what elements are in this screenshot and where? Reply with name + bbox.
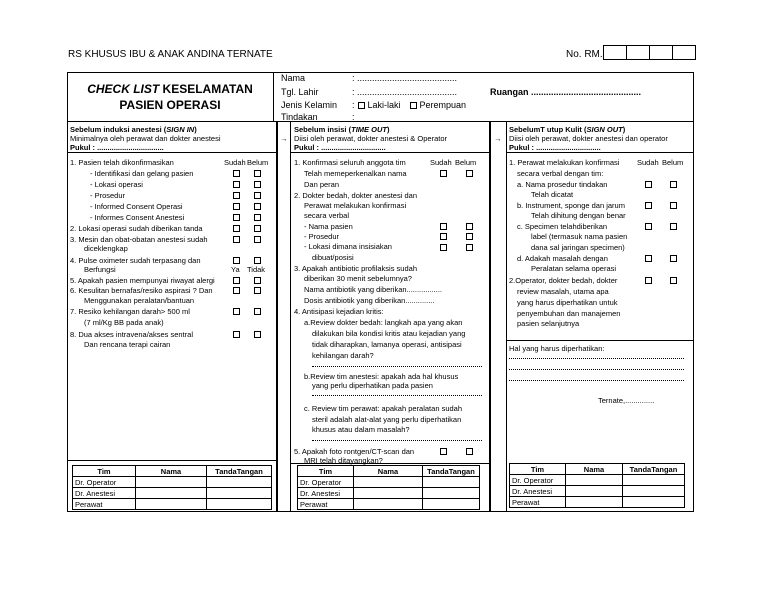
checkbox[interactable] <box>254 277 261 284</box>
c3-item-b1: b. Instrument, sponge dan jarum <box>517 201 625 210</box>
c2-item-3: 3. Apakah antibiotic profilaksis sudah <box>294 264 417 273</box>
tgl-lahir-field[interactable]: : ........................................ <box>352 87 458 97</box>
laki-option[interactable] <box>358 100 401 110</box>
nama-label: Nama <box>281 73 306 83</box>
c3-item-b2: Telah dihitung dengan benar <box>531 211 626 220</box>
c3-item-2b: review masalah, utama apa <box>517 287 609 296</box>
c2-item-4a3: tidak diharapkan, lamanya operasi, antisipasi <box>312 340 462 349</box>
c2-item-2b: Perawat melakukan konfirmasi <box>304 201 407 210</box>
name-cell[interactable] <box>566 475 623 486</box>
checkbox[interactable] <box>233 308 240 315</box>
c2-item-4c1: c. Review tim perawat: apakah peralatan sudah <box>304 404 463 413</box>
c1-item-2: 2. Lokasi operasi sudah diberikan tanda <box>70 224 203 233</box>
c2-item-2f: - Lokasi dimana insisiakan <box>304 242 392 251</box>
divider <box>67 152 277 153</box>
checkbox[interactable] <box>440 170 447 177</box>
c1-item-6: 6. Kesulitan bernafas/resiko aspirasi ? Dan <box>70 286 213 295</box>
tanda-tangan-header: TandaTangan <box>623 464 685 475</box>
checkbox[interactable] <box>645 223 652 230</box>
c1-item-4b: Berfungsi <box>84 265 116 274</box>
belum-header: Belum <box>662 158 684 167</box>
c2-item-4c2: steril adalah alat-alat yang perlu diperhatikan <box>312 415 462 424</box>
checkbox[interactable] <box>233 225 240 232</box>
sudah-header: Sudah <box>224 158 246 167</box>
divider <box>67 460 277 461</box>
divider <box>290 122 291 512</box>
checkbox[interactable] <box>466 244 473 251</box>
checkbox[interactable] <box>440 244 447 251</box>
c1-item-4: 4. Pulse oximeter sudah terpasang dan <box>70 256 201 265</box>
perawat-label: Perawat <box>510 497 566 508</box>
ruangan-field[interactable]: Ruangan ............................................ <box>490 87 642 97</box>
signature-cell[interactable] <box>207 477 272 488</box>
col1-sub: Minimalnya oleh perawat dan dokter anestesi <box>70 134 221 143</box>
divider <box>290 152 490 153</box>
col3-heading: SebelumT utup Kulit (SIGN OUT) <box>509 125 626 134</box>
c2-item-3d[interactable]: Dosis antibiotik yang diberikan.............. <box>304 296 435 305</box>
laki-label: Laki-laki <box>367 100 401 110</box>
tgl-lahir-label: Tgl. Lahir <box>281 87 319 97</box>
checkbox[interactable] <box>254 331 261 338</box>
dr-anestesi-label: Dr. Anestesi <box>73 488 136 499</box>
checkbox[interactable] <box>233 287 240 294</box>
divider <box>506 340 694 341</box>
c2-item-4: 4. Antisipasi kejadian kritis: <box>294 307 384 316</box>
c2-item-1b: Telah memeperkenalkan nama <box>304 169 407 178</box>
nama-header: Nama <box>354 466 423 477</box>
c2-item-1: 1. Konfirmasi seluruh anggota tim <box>294 158 406 167</box>
checkbox[interactable] <box>645 202 652 209</box>
signature-cell[interactable] <box>207 499 272 510</box>
divider <box>506 152 694 153</box>
tim-header: Tim <box>510 464 566 475</box>
c1-item-1b: - Lokasi operasi <box>90 180 143 189</box>
no-rm-label: No. RM. <box>566 49 603 60</box>
perawat-label: Perawat <box>298 499 354 510</box>
checkbox[interactable] <box>670 181 677 188</box>
belum-header: Belum <box>455 158 477 167</box>
belum-header: Belum <box>247 158 269 167</box>
checkbox[interactable] <box>233 277 240 284</box>
signature-cell[interactable] <box>623 475 685 486</box>
name-cell[interactable] <box>566 486 623 497</box>
c3-item-2: 2.Operator, dokter bedah, dokter <box>509 276 618 285</box>
checkbox[interactable] <box>440 448 447 455</box>
tim-header: Tim <box>73 466 136 477</box>
c2-item-4b2: yang perlu diperhatikan pada pasien <box>312 381 433 390</box>
checkbox[interactable] <box>670 202 677 209</box>
name-cell[interactable] <box>354 477 423 488</box>
nama-field[interactable]: : ........................................ <box>352 73 458 83</box>
c2-item-2d: - Nama pasien <box>304 222 353 231</box>
c3-item-c2: label (termasuk nama pasien <box>531 232 628 241</box>
name-cell[interactable] <box>354 488 423 499</box>
c1-item-7b: (7 ml/Kg BB pada anak) <box>84 318 164 327</box>
nama-header: Nama <box>136 466 207 477</box>
signature-cell[interactable] <box>207 488 272 499</box>
notes-line[interactable] <box>509 380 684 381</box>
checkbox[interactable] <box>440 233 447 240</box>
checkbox[interactable] <box>233 257 240 264</box>
dr-operator-label: Dr. Operator <box>298 477 354 488</box>
notes-line[interactable] <box>509 369 684 370</box>
c1-item-1: 1. Pasien telah dikonfirmasikan <box>70 158 174 167</box>
tindakan-colon: : <box>352 112 355 122</box>
checkbox[interactable] <box>466 448 473 455</box>
c3-item-2d: penyembuhan dan manajemen <box>517 309 621 318</box>
checkbox[interactable] <box>670 277 677 284</box>
checkbox[interactable] <box>254 236 261 243</box>
sign-in-signature-table <box>72 465 272 510</box>
c2-item-3b: diberikan 30 menit sebelumnya? <box>304 274 412 283</box>
c3-item-d1: d. Adakah masalah dengan <box>517 254 608 263</box>
checkbox[interactable] <box>466 233 473 240</box>
name-cell[interactable] <box>136 499 207 510</box>
c1-item-5: 5. Apakah pasien mempunyai riwayat alergi <box>70 276 215 285</box>
laki-checkbox[interactable] <box>358 102 365 109</box>
c2-item-4a1: a.Review dokter bedah: langkah apa yang akan <box>304 318 463 327</box>
signature-cell[interactable] <box>423 488 480 499</box>
checkbox[interactable] <box>254 203 261 210</box>
nama-header: Nama <box>566 464 623 475</box>
c1-item-3: 3. Mesin dan obat-obatan anestesi sudah <box>70 235 208 244</box>
checkbox[interactable] <box>466 170 473 177</box>
col1-heading: Sebelum induksi anestesi (SIGN IN) <box>70 125 197 134</box>
dr-operator-label: Dr. Operator <box>510 475 566 486</box>
c2-item-5: 5. Apakah foto rontgen/CT-scan dan <box>294 447 415 456</box>
checkbox[interactable] <box>670 223 677 230</box>
c2-item-2: 2. Dokter bedah, dokter anestesi dan <box>294 191 417 200</box>
checkbox[interactable] <box>466 223 473 230</box>
c3-item-a2: Telah dicatat <box>531 190 574 199</box>
tanda-tangan-header: TandaTangan <box>207 466 272 477</box>
jenis-kelamin-colon: : <box>352 100 355 110</box>
c2-item-2g: dibuat/posisi <box>312 253 354 262</box>
c3-item-1b: secara verbal dengan tim: <box>517 169 604 178</box>
c1-item-8: 8. Dua akses intravena/akses sentral <box>70 330 193 339</box>
perempuan-checkbox[interactable] <box>410 102 417 109</box>
divider <box>290 463 490 464</box>
checkbox[interactable] <box>233 331 240 338</box>
form-title <box>67 72 274 122</box>
dr-anestesi-label: Dr. Anestesi <box>510 486 566 497</box>
col2-pukul[interactable]: Pukul : ............................... <box>294 143 386 152</box>
c2-item-4b1: b.Review tim anestesi: apakah ada hal khusus <box>304 372 459 381</box>
checkbox[interactable] <box>233 170 240 177</box>
c2-item-4a2: dilakukan bila kondisi kritis atau kejadian yang <box>312 329 466 338</box>
notes-line[interactable] <box>509 358 684 359</box>
checkbox[interactable] <box>233 192 240 199</box>
c2-item-3c[interactable]: Nama antibiotik yang diberikan................. <box>304 285 442 294</box>
title-rest: KESELAMATAN <box>159 82 253 96</box>
col2-sub: Diisi oleh perawat, dokter anestesi & Operator <box>294 134 447 143</box>
c1-item-6b: Menggunakan peralatan/bantuan <box>84 296 195 305</box>
c2-item-1c: Dan peran <box>304 180 340 189</box>
checkbox[interactable] <box>254 225 261 232</box>
checkbox[interactable] <box>254 287 261 294</box>
c2-item-2c: secara verbal <box>304 211 350 220</box>
answer-line[interactable] <box>312 395 482 396</box>
answer-line[interactable] <box>312 440 482 441</box>
tidak-header: Tidak <box>247 265 266 274</box>
c1-item-8b: Dan rencana terapi cairan <box>84 340 171 349</box>
jenis-kelamin-label: Jenis Kelamin <box>281 100 338 110</box>
c3-item-c1: c. Specimen telahdiberikan <box>517 222 608 231</box>
signature-cell[interactable] <box>623 486 685 497</box>
checkbox[interactable] <box>670 255 677 262</box>
signature-cell[interactable] <box>423 499 480 510</box>
checkbox[interactable] <box>254 192 261 199</box>
arrow-icon: → <box>494 134 502 143</box>
checkbox[interactable] <box>233 214 240 221</box>
checkbox[interactable] <box>645 255 652 262</box>
name-cell[interactable] <box>136 488 207 499</box>
c3-item-2c: yang harus diperhatikan untuk <box>517 298 618 307</box>
checkbox[interactable] <box>645 181 652 188</box>
dr-anestesi-label: Dr. Anestesi <box>298 488 354 499</box>
name-cell[interactable] <box>136 477 207 488</box>
checkbox[interactable] <box>254 257 261 264</box>
signature-cell[interactable] <box>623 497 685 508</box>
c3-item-1: 1. Perawat melakukan konfirmasi <box>509 158 620 167</box>
name-cell[interactable] <box>566 497 623 508</box>
answer-line[interactable] <box>312 366 482 367</box>
perawat-label: Perawat <box>73 499 136 510</box>
c3-item-d2: Peralatan selama operasi <box>531 264 617 273</box>
checkbox[interactable] <box>440 223 447 230</box>
c3-item-2e: pasien selanjutnya <box>517 319 580 328</box>
checkbox[interactable] <box>254 308 261 315</box>
checkbox[interactable] <box>233 203 240 210</box>
hal-diperhatikan-label: Hal yang harus diperhatikan: <box>509 344 605 353</box>
c2-item-5b: MRI telah ditayangkan? <box>304 456 383 465</box>
signature-cell[interactable] <box>423 477 480 488</box>
time-out-signature-table <box>297 465 480 510</box>
c1-item-1d: - Informed Consent Operasi <box>90 202 183 211</box>
c2-item-4c3: khusus atau dalam masalah? <box>312 425 410 434</box>
c1-item-1e: - Informes Consent Anestesi <box>90 213 185 222</box>
col3-sub: Diisi oleh perawat, dokter anestesi dan operator <box>509 134 668 143</box>
no-rm-boxes[interactable] <box>603 45 695 60</box>
title-italic: CHECK LIST <box>87 82 160 96</box>
checkbox[interactable] <box>233 236 240 243</box>
c3-item-c3: dana sal jaringan specimen) <box>531 243 625 252</box>
sudah-header: Sudah <box>430 158 452 167</box>
checkbox[interactable] <box>254 170 261 177</box>
ternate-date[interactable]: Ternate,.............. <box>598 396 655 405</box>
c2-item-2e: - Prosedur <box>304 232 340 241</box>
col2-heading: Sebelum insisi (TIME OUT) <box>294 125 390 134</box>
dr-operator-label: Dr. Operator <box>73 477 136 488</box>
hospital-name: RS KHUSUS IBU & ANAK ANDINA TERNATE <box>68 49 273 60</box>
checkbox[interactable] <box>233 181 240 188</box>
checkbox[interactable] <box>254 214 261 221</box>
divider <box>506 122 507 512</box>
perempuan-label: Perempuan <box>419 100 467 110</box>
tanda-tangan-header: TandaTangan <box>423 466 480 477</box>
title-line2: PASIEN OPERASI <box>119 98 221 112</box>
arrow-icon: → <box>280 134 288 143</box>
tim-header: Tim <box>298 466 354 477</box>
perempuan-option[interactable] <box>410 100 466 110</box>
col3-pukul[interactable]: Pukul : ............................... <box>509 143 601 152</box>
c1-item-1c: - Prosedur <box>90 191 126 200</box>
c3-item-a1: a. Nama prosedur tindakan <box>517 180 608 189</box>
col1-pukul[interactable]: Pukul : ................................ <box>70 143 164 152</box>
c1-item-7: 7. Resiko kehilangan darah> 500 ml <box>70 307 190 316</box>
c1-item-3b: diceklengkap <box>84 244 128 253</box>
sudah-header: Sudah <box>637 158 659 167</box>
checkbox[interactable] <box>645 277 652 284</box>
tindakan-label: Tindakan <box>281 112 318 122</box>
checkbox[interactable] <box>254 181 261 188</box>
name-cell[interactable] <box>354 499 423 510</box>
c1-item-1a: - Identifikasi dan gelang pasien <box>90 169 194 178</box>
c2-item-4a4: kehilangan darah? <box>312 351 374 360</box>
ya-header: Ya <box>231 265 240 274</box>
sign-out-signature-table <box>509 463 685 508</box>
